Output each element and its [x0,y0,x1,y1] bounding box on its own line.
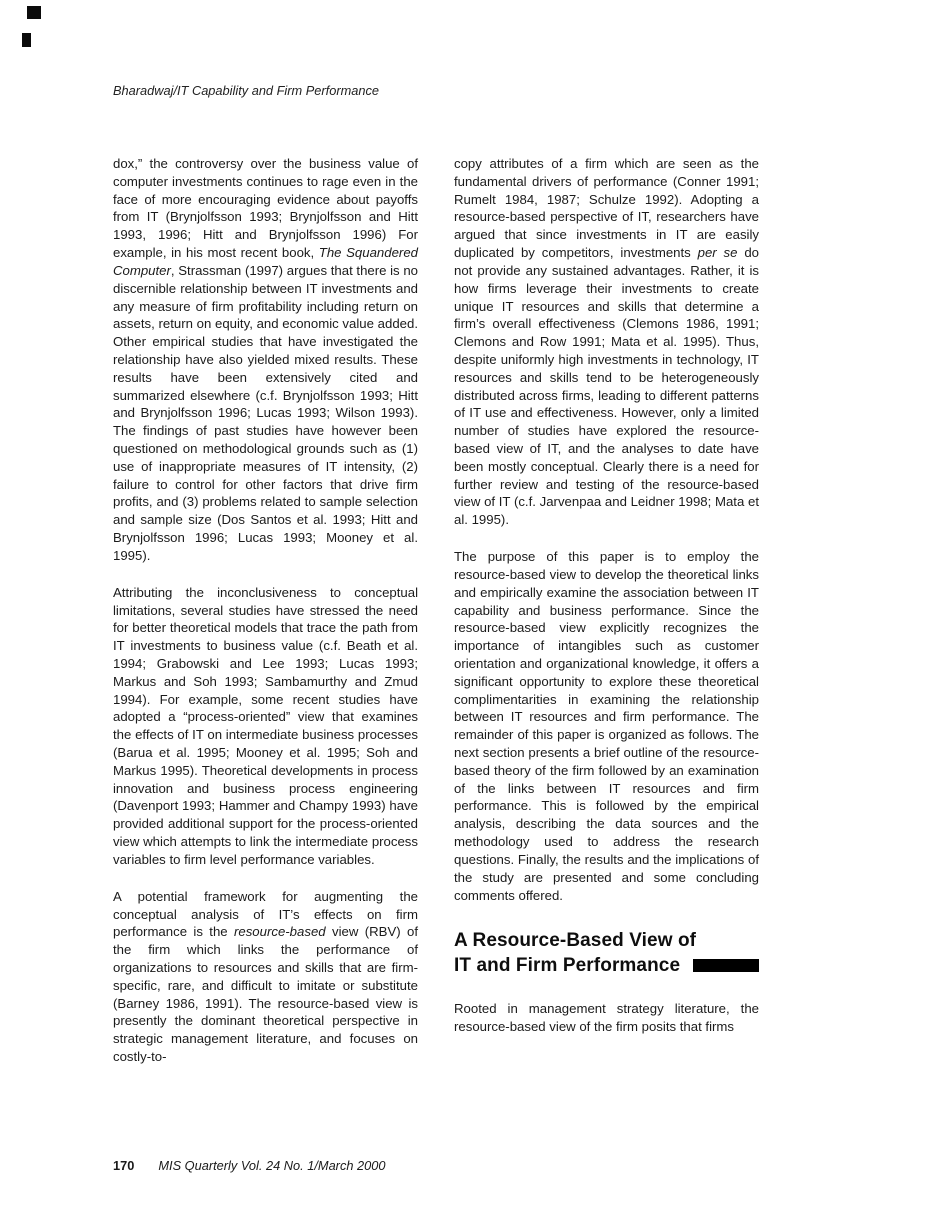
section-heading-line2: IT and Firm Performance [454,955,681,977]
footer-journal-line: MIS Quarterly Vol. 24 No. 1/March 2000 [158,1158,386,1173]
scan-artifact [22,33,31,47]
footer-page-number: 170 [113,1158,135,1173]
body-paragraph: dox,” the controversy over the business value of computer investments continues to rage even in the face of more encouraging evidence about payoffs from IT (Brynjolfsson 1993; Brynjolfsson and Hitt 1993, 1996; Hitt and Brynjolfsson 1996) For example, in his most recent book, The Squandered Computer, Strassman (1997) argues that there is no discernible relationship between IT investments and any measure of firm profitability including return on assets, return on equity, and economic value added. Other empirical studies that have investigated the relationship have also yielded mixed results. These results have been extensively cited and summarized elsewhere (c.f. Brynjolfsson 1993; Hitt and Brynjolfsson 1996; Lucas 1993; Wilson 1993). The findings of past studies have however been questioned on methodological grounds such as (1) use of inappropriate measures of IT intensity, (2) failure to control for other factors that drive firm profits, and (3) problems related to sample selection and sample size (Dos Santos et al. 1993; Hitt and Brynjolfsson 1996; Lucas 1993; Mooney et al. 1995). [113,156,418,563]
running-header: Bharadwaj/IT Capability and Firm Performance [113,83,379,98]
section-heading-line2-row [454,953,759,978]
section-heading-line1: A Resource-Based View of [454,930,697,952]
page-footer [113,1158,386,1173]
section-heading [454,928,759,978]
body-paragraph: Attributing the inconclusiveness to conceptual limitations, several studies have stressed the need for better theoretical models that trace the path from IT investments to business value (c.f. Beath et al. 1994; Grabowski and Lee 1993; Lucas 1993; Markus and Soh 1993; Sambamurthy and Zmud 1994). For example, some recent studies have adopted a “process-oriented” view that examines the effects of IT on intermediate business processes (Barua et al. 1995; Mooney et al. 1995; Soh and Markus 1995). Theoretical developments in process innovation and business process engineering (Davenport 1993; Hammer and Champy 1993) have provided additional support for the process-oriented view which attempts to link the intermediate process variables to firm level performance variables. [113,584,418,867]
text-columns [113,155,759,1085]
scan-artifact [27,6,41,19]
right-column [454,155,759,1085]
body-paragraph: copy attributes of a firm which are seen as the fundamental drivers of performance (Conner 1991; Rumelt 1984, 1987; Schulze 1992). Adopting a resource-based perspective of IT, researchers have argued that since investments in IT are easily duplicated by competitors, investments per se do not provide any sustained advantages. Rather, it is how firms leverage their investments to create unique IT resources and skills that determine a firm’s overall effectiveness (Clemons 1986, 1991; Clemons and Row 1991; Mata et al. 1995). Thus, despite uniformly high investments in technology, IT resources and skills tend to be heterogeneously distributed across firms, leading to different patterns of IT use and effectiveness. However, only a limited number of studies have explored the resource-based view of IT, and the analyses to date have been mostly conceptual. Clearly there is a need for further review and testing of the resource-based view of IT (c.f. Jarvenpaa and Leidner 1998; Mata et al. 1995). [454,156,759,528]
body-paragraph: Rooted in management strategy literature, the resource-based view of the firm posits that firms [454,1001,759,1035]
left-column [113,155,418,1085]
heading-bar-decoration [693,959,759,972]
body-paragraph: A potential framework for augmenting the conceptual analysis of IT’s effects on firm performance is the resource-based view (RBV) of the firm which links the performance of organizations to resources and skills that are firm-specific, rare, and difficult to imitate or substitute (Barney 1986, 1991). The resource-based view is presently the dominant theoretical perspective in strategic management literature, and focuses on costly-to- [113,888,418,1064]
body-paragraph: The purpose of this paper is to employ the resource-based view to develop the theoretical links and empirically examine the association between IT capability and business performance. Since the resource-based view explicitly recognizes the importance of intangibles such as customer orientation and organizational knowledge, it offers a significant opportunity to explore these theoretical complimentarities in examining the relationship between IT resources and firm performance. The remainder of this paper is organized as follows. The next section presents a brief outline of the resource-based theory of the firm followed by an examination of the links between IT resources and firm performance. This is followed by the empirical analysis, describing the data sources and the methodology used to address the research questions. Finally, the results and the implications of the study are presented and some concluding comments offered. [454,549,759,903]
